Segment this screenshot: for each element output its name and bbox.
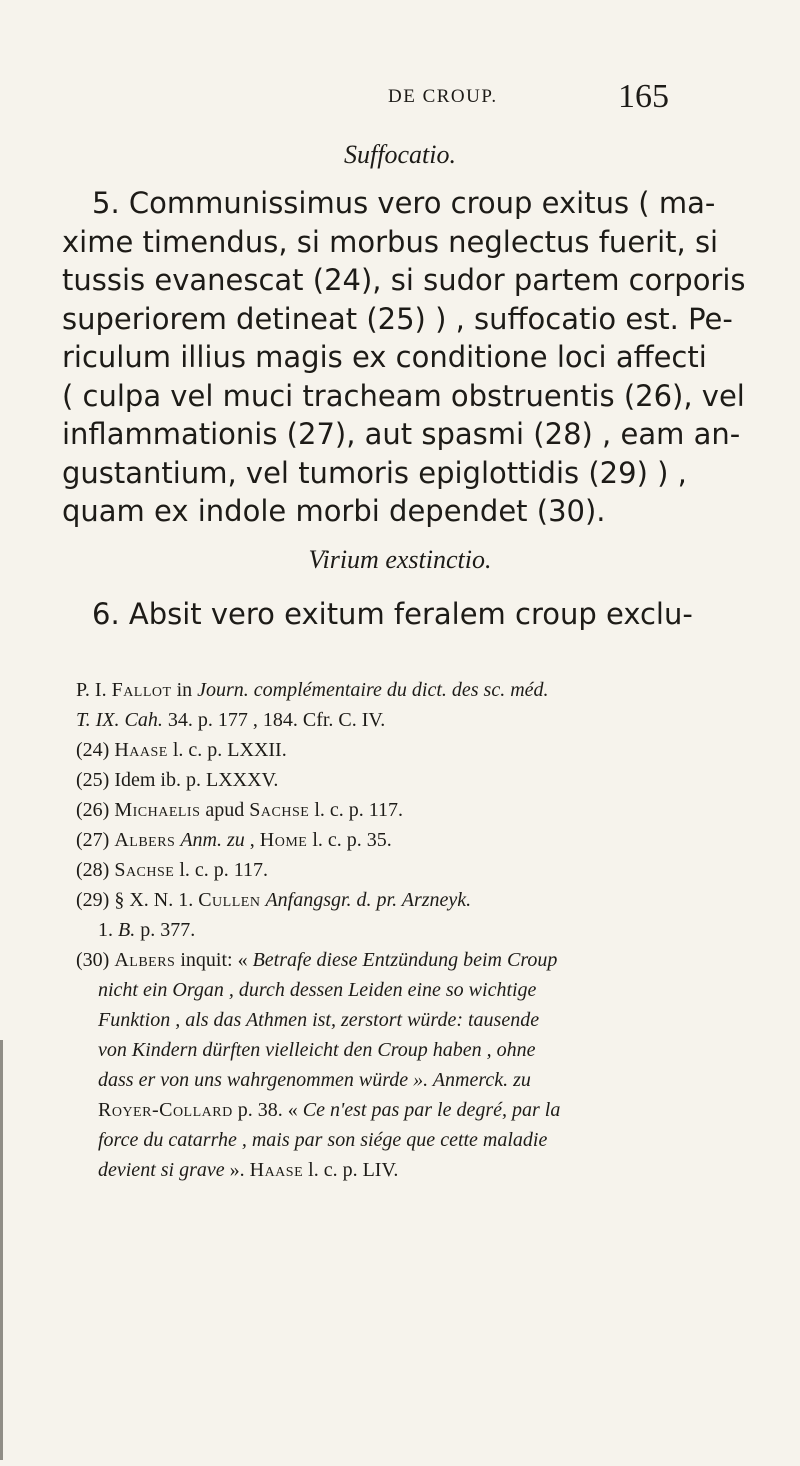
footnote-line — [76, 1095, 776, 1125]
footnote-text: , — [244, 829, 260, 851]
footnote-text: Albers — [114, 829, 176, 851]
footnote-text: ». — [224, 1159, 250, 1181]
footnote-text: l. c. p. LIV. — [303, 1159, 399, 1181]
footnote-line — [76, 1005, 776, 1035]
footnote-text: p. 38. « — [232, 1099, 303, 1121]
paragraph-6 — [62, 595, 732, 634]
footnote-text: Albers — [114, 949, 176, 971]
footnote-text: Sachse — [114, 859, 175, 881]
footnote-text: B. — [118, 919, 136, 941]
footnote-text: Royer-Collard — [98, 1099, 233, 1121]
text-line: ( culpa vel muci tracheam obstruentis (26), vel — [62, 378, 745, 413]
footnote-line — [76, 765, 776, 795]
footnote-line — [76, 915, 776, 945]
footnote-text: Anfangsgr. d. pr. Arzneyk. — [265, 889, 472, 911]
footnote-text: (30) — [76, 949, 115, 971]
section-heading-virium-exstinctio: Virium exstinctio. — [308, 545, 492, 574]
footnote-text: P. I. — [76, 679, 112, 701]
footnote-text: Fallot — [111, 679, 172, 701]
footnote-text: (29) § X. N. 1. — [76, 889, 199, 911]
footnote-text: (28) — [76, 859, 115, 881]
text-line: gustantium, vel tumoris epiglottidis (29) ) , — [62, 455, 687, 490]
text-line: tussis evanescat (24), si sudor partem corporis — [62, 263, 746, 297]
footnote-text: Cullen — [198, 889, 261, 911]
footnote-line — [76, 855, 776, 885]
footnotes — [76, 675, 776, 1185]
footnote-text: inquit: « — [175, 949, 253, 971]
footnote-line — [76, 795, 776, 825]
footnote-text: nicht ein Organ , durch dessen Leiden eine so wichtige — [98, 979, 537, 1001]
footnote-text: Michaelis — [114, 799, 201, 821]
footnote-line — [76, 1035, 776, 1065]
footnote-text: l. c. p. 117. — [174, 859, 269, 881]
footnote-line — [76, 675, 776, 705]
footnote-text: l. c. p. LXXII. — [167, 739, 287, 761]
footnote-text: (25) Idem ib. p. LXXXV. — [76, 769, 279, 791]
page-edge-shadow — [0, 1040, 3, 1460]
footnote-text: T. IX. Cah. — [76, 709, 163, 731]
footnote-text: 1. — [98, 919, 118, 941]
footnote-text: Betrafe diese Entzündung beim Croup — [252, 949, 558, 971]
footnote-line — [76, 1065, 776, 1095]
footnote-text: devient si grave — [98, 1159, 225, 1181]
page-number: 165 — [618, 78, 669, 115]
paragraph-5 — [62, 184, 746, 531]
text-line: superiorem detineat (25) ) , suffocatio est. Pe- — [62, 301, 733, 336]
footnote-text: Haase — [114, 739, 168, 761]
footnote-text: apud — [200, 799, 250, 821]
footnote-text: Home — [259, 829, 308, 851]
section-heading-suffocatio: Suffocatio. — [344, 140, 456, 169]
footnote-line — [76, 735, 776, 765]
footnote-line — [76, 1155, 776, 1185]
running-head — [0, 78, 800, 118]
footnote-text: Funktion , als das Athmen ist, zerstort würde: tausende — [98, 1009, 540, 1031]
text-line: xime timendus, si morbus neglectus fuerit, si — [62, 224, 719, 259]
footnote-text: Ce n'est pas par le degré, par la — [302, 1099, 561, 1121]
footnote-text: Anm. zu — [180, 829, 245, 851]
footnote-text: l. c. p. 117. — [309, 799, 404, 821]
footnote-line — [76, 945, 776, 975]
footnote-line — [76, 705, 776, 735]
footnote-line — [76, 885, 776, 915]
text-line: 5. Communissimus vero croup exitus ( ma- — [92, 186, 716, 220]
footnote-text: force du catarrhe , mais par son siége que cette maladie — [98, 1129, 548, 1151]
running-title: DE CROUP. — [388, 86, 498, 107]
text-line: quam ex indole morbi dependet (30). — [62, 494, 606, 528]
footnote-text: 34. p. 177 , 184. Cfr. C. IV. — [162, 709, 386, 731]
text-line: 6. Absit vero exitum feralem croup exclu- — [92, 597, 693, 631]
footnote-text: Haase — [249, 1159, 304, 1181]
footnote-text: (24) — [76, 739, 115, 761]
footnote-text: von Kindern dürften vielleicht den Croup haben , ohne — [98, 1039, 536, 1061]
footnote-text: Sachse — [249, 799, 310, 821]
footnote-text: in — [171, 679, 198, 701]
text-line: inflammationis (27), aut spasmi (28) , eam an- — [62, 417, 741, 451]
footnote-text: (26) — [76, 799, 115, 821]
footnote-text: dass er von uns wahrgenommen würde ». Anmerck. zu — [98, 1069, 531, 1091]
footnote-line — [76, 825, 776, 855]
footnote-text: (27) — [76, 829, 115, 851]
footnote-line — [76, 975, 776, 1005]
footnote-text: p. 377. — [135, 919, 196, 941]
footnote-text: l. c. p. 35. — [307, 829, 392, 851]
footnote-line — [76, 1125, 776, 1155]
text-line: riculum illius magis ex conditione loci affecti — [62, 340, 707, 374]
footnote-text: Journ. complémentaire du dict. des sc. méd. — [197, 679, 549, 701]
